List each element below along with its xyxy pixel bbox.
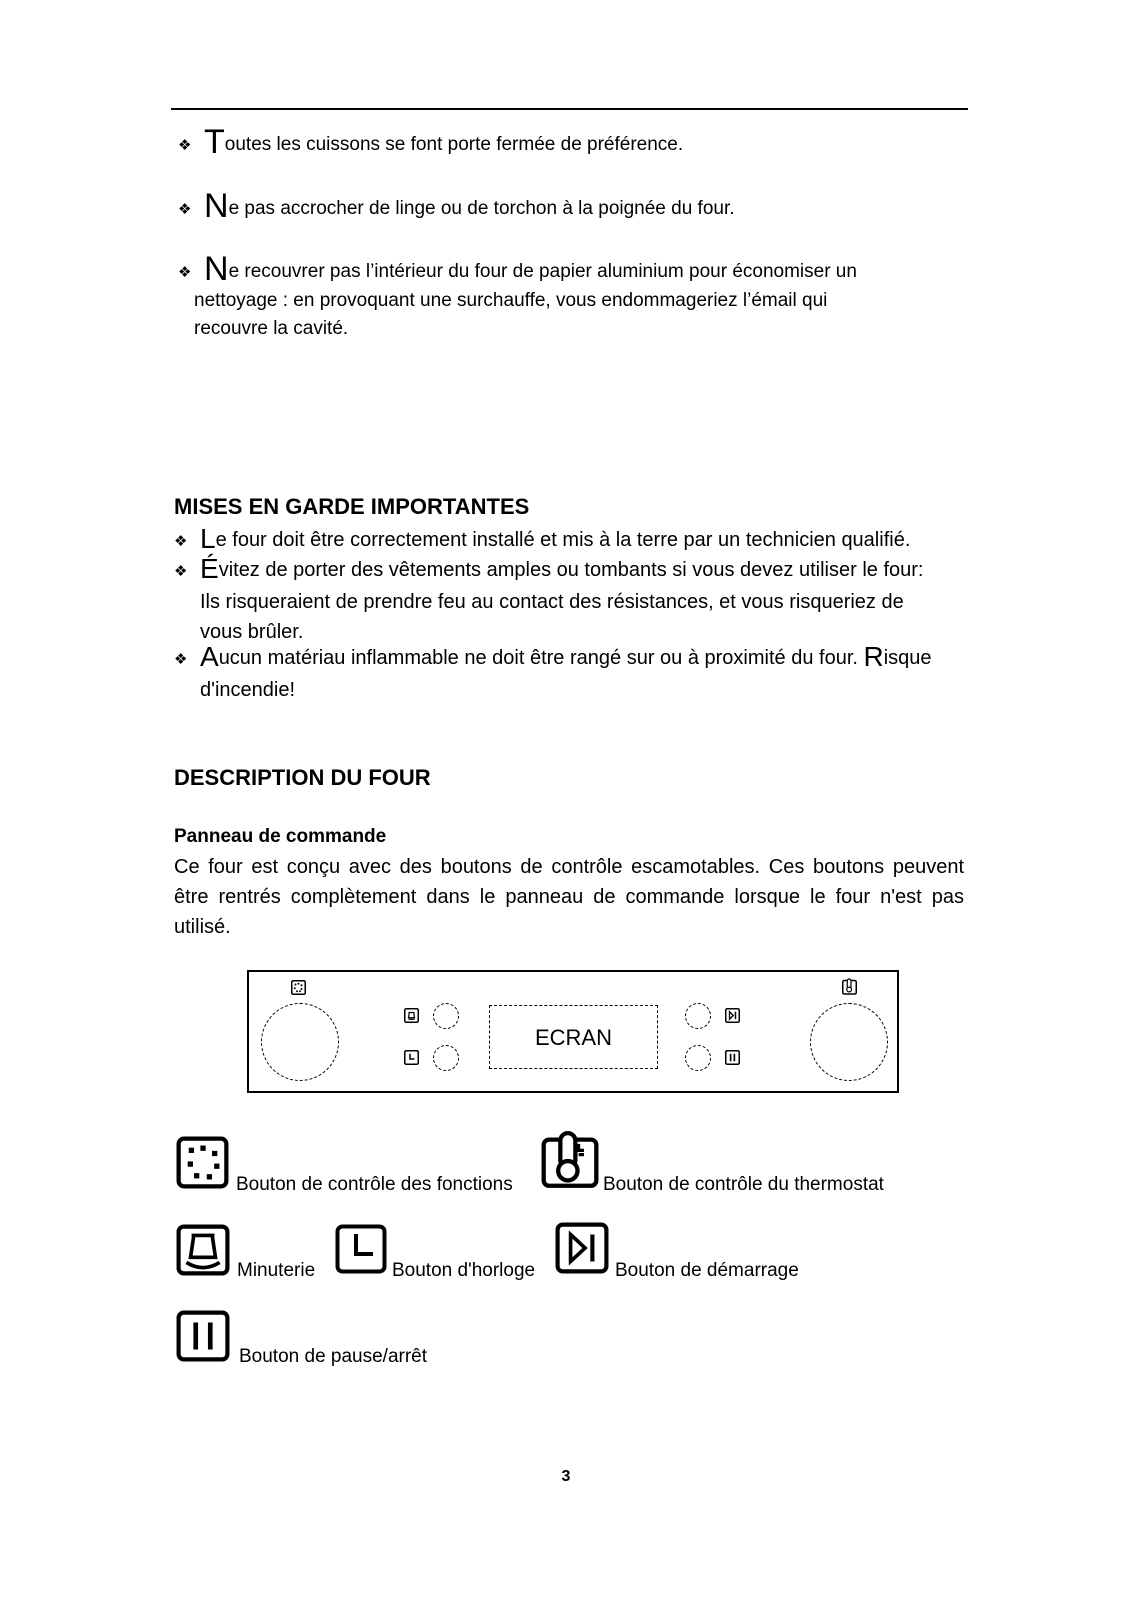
- tip-initial: T: [204, 123, 225, 161]
- thermostat-icon: [541, 1131, 599, 1189]
- start-icon: [555, 1222, 609, 1274]
- functions-knob[interactable]: [261, 1003, 339, 1081]
- diamond-bullet-icon: ❖: [178, 137, 192, 154]
- warning-text: Ils risqueraient de prendre feu au contact des résistances, et vous risqueriez de: [200, 591, 904, 613]
- tip-initial: N: [204, 187, 229, 225]
- clock-icon: [335, 1224, 387, 1274]
- warning-text: ucun matériau inflammable ne doit être rangé sur ou à proximité du four.: [218, 647, 864, 669]
- tip-item: [178, 250, 938, 343]
- warning-text: isque: [883, 647, 932, 669]
- pause-button[interactable]: [685, 1045, 711, 1071]
- description-paragraph: Ce four est conçu avec des boutons de contrôle escamotables. Ces boutons peuvent être rentrés complètement dans le panneau de commande lorsque le four n'est pas utilisé.: [174, 856, 964, 938]
- description-subtitle: Panneau de commande: [174, 826, 387, 847]
- warning-item: [174, 524, 974, 557]
- warning-text: vous brûler.: [200, 621, 304, 643]
- tip-text: e recouvrer pas l’intérieur du four de papier aluminium pour économiser un: [228, 261, 857, 282]
- clock-button[interactable]: [433, 1045, 459, 1071]
- clock-icon: [404, 1050, 419, 1065]
- display-screen: ECRAN: [489, 1005, 658, 1069]
- tip-text: nettoyage : en provoquant une surchauffe, vous endommageriez l’émail qui: [194, 290, 828, 311]
- warning-text: vitez de porter des vêtements amples ou tombants si vous devez utiliser le four:: [218, 559, 924, 581]
- timer-icon: [404, 1008, 419, 1023]
- diamond-bullet-icon: ❖: [178, 201, 192, 218]
- tip-initial: N: [204, 250, 229, 288]
- diamond-bullet-icon: ❖: [174, 563, 188, 580]
- pause-icon: [176, 1310, 230, 1362]
- thermostat-icon: [842, 978, 857, 995]
- start-icon: [725, 1008, 740, 1023]
- pause-icon: [725, 1050, 740, 1065]
- legend-label-timer: Minuterie: [237, 1260, 316, 1281]
- diamond-bullet-icon: ❖: [178, 264, 192, 281]
- timer-icon: [176, 1224, 230, 1276]
- warning-initial: L: [200, 523, 216, 554]
- tip-text: recouvre la cavité.: [194, 318, 349, 339]
- legend-label-thermostat: Bouton de contrôle du thermostat: [603, 1174, 884, 1195]
- warning-initial: É: [200, 553, 219, 584]
- warning-text: d'incendie!: [200, 679, 295, 701]
- control-panel-diagram: [247, 970, 899, 1093]
- functions-icon: [176, 1136, 229, 1189]
- legend-label-pause: Bouton de pause/arrêt: [239, 1346, 428, 1367]
- tip-text: e pas accrocher de linge ou de torchon à la poignée du four.: [228, 198, 735, 219]
- warning-text: e four doit être correctement installé et mis à la terre par un technicien qualifié.: [215, 529, 911, 551]
- start-button[interactable]: [685, 1003, 711, 1029]
- functions-icon: [291, 980, 306, 995]
- warnings-title: MISES EN GARDE IMPORTANTES: [174, 494, 530, 519]
- diamond-bullet-icon: ❖: [174, 533, 188, 550]
- legend-label-clock: Bouton d'horloge: [392, 1260, 536, 1281]
- timer-button[interactable]: [433, 1003, 459, 1029]
- warning-initial: R: [863, 641, 884, 672]
- thermostat-knob[interactable]: [810, 1003, 888, 1081]
- tip-item: [178, 187, 938, 225]
- tip-text: outes les cuissons se font porte fermée de préférence.: [224, 134, 684, 155]
- warning-item: [174, 642, 974, 705]
- legend-label-functions: Bouton de contrôle des fonctions: [236, 1174, 513, 1195]
- warning-item: [174, 554, 974, 647]
- description-title: DESCRIPTION DU FOUR: [174, 765, 431, 790]
- tip-item: [178, 123, 938, 161]
- page-number: 3: [561, 1468, 571, 1485]
- warning-initial: A: [200, 641, 219, 672]
- legend-label-start: Bouton de démarrage: [615, 1260, 799, 1281]
- header-rule: [171, 108, 968, 110]
- diamond-bullet-icon: ❖: [174, 651, 188, 668]
